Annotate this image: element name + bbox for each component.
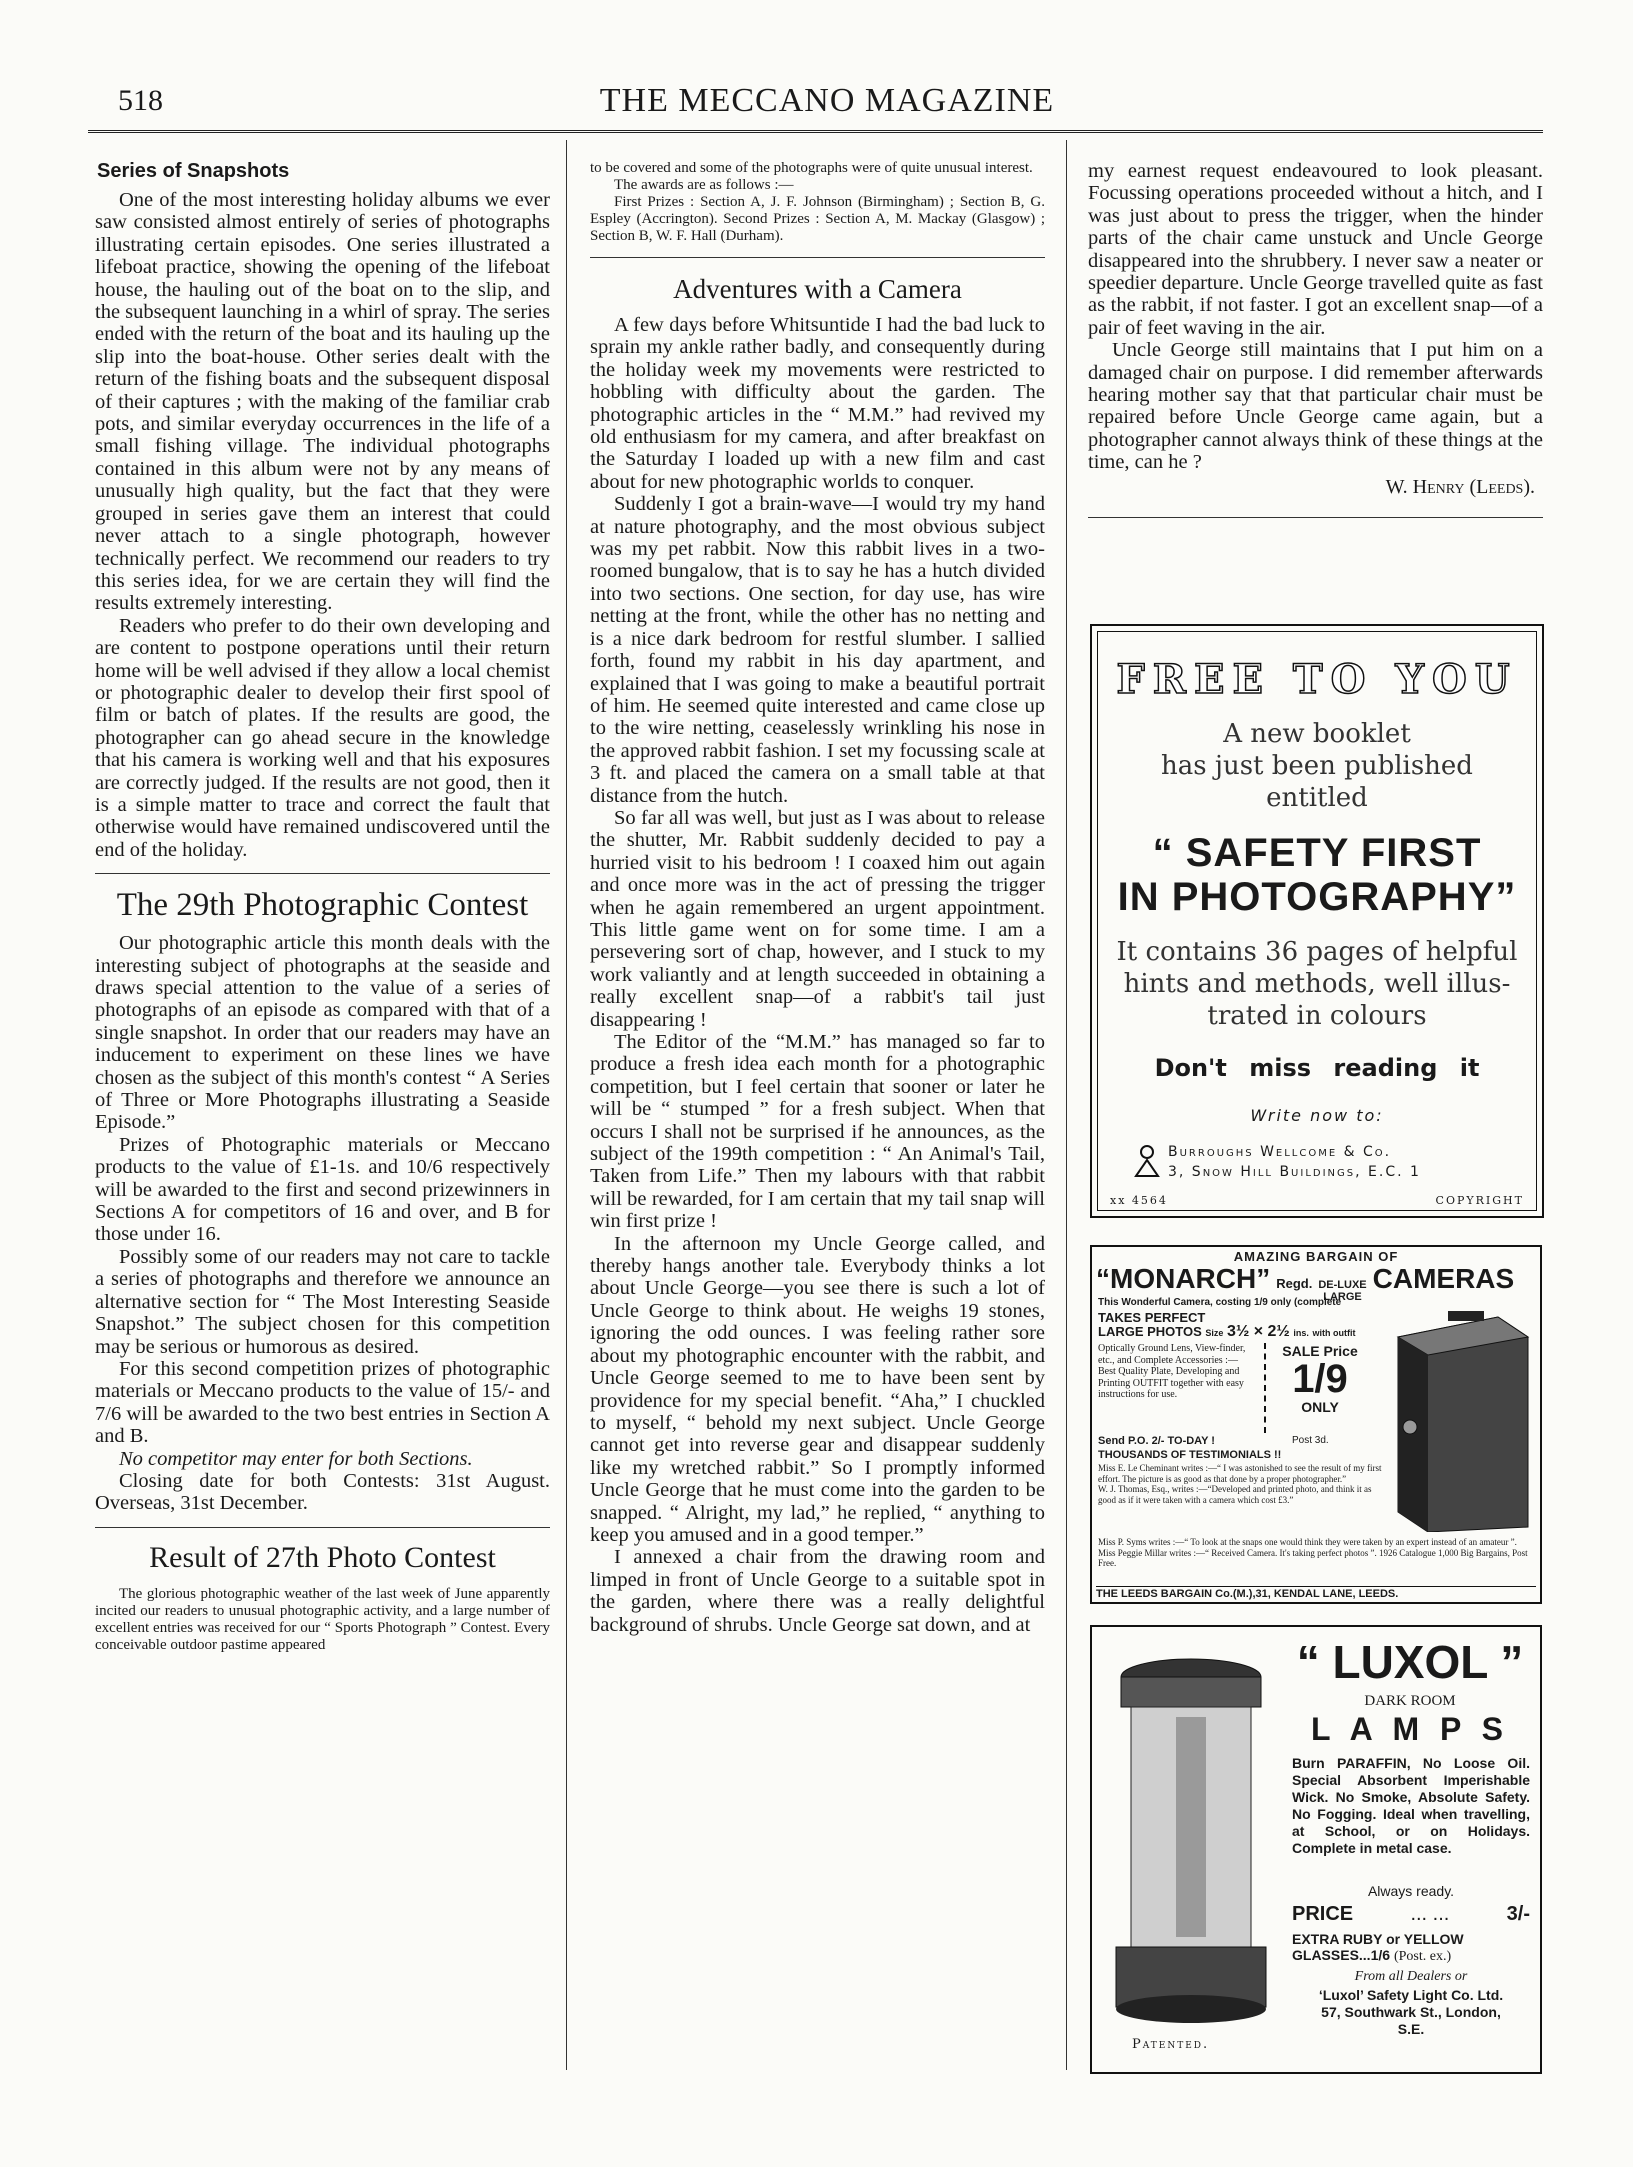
ad-line: has just been published [1161, 751, 1473, 781]
testimonial: Miss P. Syms writes :—“ To look at the snaps one would think they were taken by an expert instead of an amateur ”. [1098, 1537, 1517, 1547]
paragraph: The Editor of the “M.M.” has managed so far to produce a fresh idea each month for a photographic competition, but I feel certain that sooner or later he will be “ stumped ” for a fresh subject. When that occurs I shall not be surprised if he announces, as the subject of the 199th competition : “ An Animal's Tail, Taken from Life.” Then my labours with that rabbit will be rewarded, for I am certain that my tail snap will win first prize ! [590, 1031, 1045, 1233]
monarch-footer: THE LEEDS BARGAIN Co.(M.),31, KENDAL LANE, LEEDS. [1096, 1586, 1536, 1600]
company-logo-icon [1132, 1142, 1162, 1178]
ad-headline: FREE TO YOU [1116, 656, 1518, 703]
post: Post 3d. [1292, 1435, 1329, 1446]
lamp-illustration [1106, 1647, 1276, 2037]
extra: EXTRA RUBY or YELLOW GLASSES...1/6 [1292, 1931, 1464, 1963]
testimonial: W. J. Thomas, Esq., writes :—“Developed and printed photo, and think it as good as if it were taken with a camera which cost £3.” [1098, 1484, 1372, 1505]
header-rule [88, 130, 1543, 133]
paragraph: No competitor may enter for both Sections. [119, 1447, 473, 1470]
result-heading: Result of 27th Photo Contest [149, 1540, 496, 1574]
paragraph: Uncle George still maintains that I put him on a damaged chair on purpose. I did remember afterwards hearing mother say that that particular chair must be repaired before Uncle George came again, but a photographer cannot always think of these things at the time, can he ? [1088, 339, 1543, 474]
dealers: From all Dealers or [1354, 1969, 1468, 1984]
column-divider [566, 140, 567, 2070]
ad-monarch-camera [1090, 1245, 1542, 1604]
takes: TAKES PERFECT [1098, 1310, 1206, 1325]
price-label: PRICE [1292, 1903, 1354, 1925]
price: 1/9 [1292, 1357, 1348, 1401]
sale-price-label: SALE Price [1282, 1343, 1358, 1359]
testimonial: Miss E. Le Cheminant writes :—“ I was astonished to see the result of my first effort. The picture is as good as that done by a proper photographer.” [1098, 1463, 1382, 1484]
paragraph: my earnest request endeavoured to look pleasant. Focussing operations proceeded without a hitch, and I was just about to press the trigger, when the hinder parts of the chair came unstuck and Uncle George disappeared into the shrubbery. I never saw a neater or speedier departure. Uncle George travelled quite as fast as the rabbit, if not faster. I got an excellent snap—of a pair of feet waving in the air. [1088, 160, 1543, 339]
features: Optically Ground Lens, View-finder, etc., and Complete Accessories :— Best Quality Plate, Developing and Printing OUTFIT together with easy instructions for use. [1098, 1343, 1246, 1400]
column-1 [95, 150, 550, 1654]
paragraph: In the afternoon my Uncle George called, and thereby hangs another tale. Everybody thinks a lot about Uncle George—you see there is such a lot of Uncle George to think about. He weighs 19 stones, ignoring the odd ounces. I was feeling rather sore about my photographic encounter with the rabbit, and Uncle George seemed to me to have been sent by providence for my special benefit. “Aha,” I chuckled to myself, “ behold my next subject. Uncle George cannot get into reverse gear and disappear suddenly like my wretched rabbit.” So I promptly informed Uncle George that he must come into the garden to be snapped. “ Alright, my lad,” he replied, “ anything to keep you amused and in a good temper.” [590, 1232, 1045, 1546]
section-rule [95, 1527, 550, 1528]
paragraph: Possibly some of our readers may not care to tackle a series of photographs and therefore we announce an alternative section for “ The Most Interesting Seaside Snapshot.” The subject chosen for this competition may be serious or humorous as desired. [95, 1245, 550, 1358]
maker: ‘Luxol’ Safety Light Co. Ltd. [1318, 1987, 1504, 2003]
section-rule [590, 257, 1045, 258]
testimonials [1098, 1463, 1388, 1505]
write-now: Write now to: [1250, 1106, 1384, 1125]
testimonials-heading: THOUSANDS OF TESTIMONIALS !! [1098, 1449, 1282, 1461]
ad-free-booklet [1090, 624, 1544, 1218]
large-photos-label: LARGE PHOTOS [1098, 1324, 1202, 1339]
paragraph: Suddenly I got a brain-wave—I would try my hand at nature photography, and the most obvious subject was my pet rabbit. Now this rabbit lives in a two-roomed bungalow, that is to say he has a hutch divided into two sections. One section, for day use, has wire netting at the front, while the other has no netting and is a nice dark bedroom for restful slumber. I sallied forth, found my rabbit in his day apartment, and explained that I was going to make a beautiful portrait of him. He seemed quite interested and came close up to the wire netting, ceaselessly wrinkling his nose in the approved rabbit fashion. I set my focussing scale at 3 ft. and placed the camera on a small table at that distance from the hutch. [590, 493, 1045, 807]
luxol-brand: “ LUXOL ” [1296, 1636, 1524, 1688]
ad-line: entitled [1266, 783, 1368, 813]
patented: Patented. [1132, 2037, 1210, 2052]
testimonials-wide [1098, 1537, 1534, 1569]
paragraph: to be covered and some of the photographs were of quite unusual interest. [590, 160, 1033, 176]
address-line: 3, Snow Hill Buildings, E.C. 1 [1168, 1164, 1421, 1180]
price-dots: ... ... [1410, 1903, 1450, 1925]
page-header [112, 78, 1542, 126]
contest-heading: The 29th Photographic Contest [116, 887, 529, 924]
price-box [1264, 1343, 1374, 1433]
lamps: L A M P S [1310, 1711, 1510, 1747]
paragraph: One of the most interesting holiday albums we ever saw consisted almost entirely of series of photographs illustrating certain episodes. One series illustrated a lifeboat practice, showing the opening of the lifeboat house, the hauling out of the boat on to the slip, and the subsequent launching in a whirl of spray. The series ended with the return of the boat and its hauling up the slip into the boat-house. Other series dealt with the return of the fishing boats and the subsequent disposal of their captures ; with the making of the familiar crab pots, and similar everyday occurrences in the life of a small fishing village. The individual photographs contained in this album were not by any means of unusually high quality, but the fact that they were grouped in series gave them an interest that could never attach to a single photograph, however technically perfect. We recommend our readers to try this series idea, for we are certain they will find the results extremely interesting. [95, 189, 550, 615]
size: 3½ × 2½ [1227, 1323, 1290, 1340]
address-line: 57, Southwark St., London, [1321, 2004, 1501, 2020]
section-rule [1088, 517, 1543, 518]
extra-glasses [1292, 1931, 1530, 1965]
copyright: COPYRIGHT [1435, 1194, 1524, 1207]
with-outfit: with outfit [1312, 1328, 1356, 1338]
large: LARGE [1323, 1291, 1362, 1303]
column-divider [1066, 140, 1067, 2070]
column-2 [590, 160, 1045, 1636]
booklet-title-2: IN PHOTOGRAPHY” [1117, 875, 1517, 919]
only: ONLY [1301, 1399, 1339, 1415]
large-photos [1098, 1325, 1398, 1340]
section-rule [95, 873, 550, 874]
company-name: Burroughs Wellcome & Co. [1168, 1144, 1392, 1160]
size-label: Size [1205, 1328, 1224, 1338]
paragraph: First Prizes : Section A, J. F. Johnson (Birmingham) ; Section B, G. Espley (Accrington). Second Prizes : Section A, M. Mackay (Glasgow) ; Section B, W. F. Hall (Durham). [590, 194, 1045, 244]
ad-line: trated in colours [1207, 1001, 1427, 1031]
regd: Regd. [1276, 1276, 1313, 1291]
ad-ref: xx 4564 [1110, 1194, 1168, 1207]
dark-room: DARK ROOM [1364, 1693, 1456, 1709]
price-line [1292, 1903, 1530, 1926]
costing: This Wonderful Camera, costing 1/9 only (complete [1098, 1297, 1342, 1308]
paragraph: Closing date for both Contests: 31st August. Overseas, 31st December. [95, 1469, 550, 1515]
paragraph: Readers who prefer to do their own developing and are content to postpone operations until their return home will be well advised if they allow a local chemist or photographic dealer to develop their first spool of film or batch of plates. If the results are good, the photographer can go ahead secure in the knowledge that his camera is working well and that his exposures are correctly judged. If the results are not good, then it is a simple matter to trace and correct the fault that otherwise would have remained undiscovered until the end of the holiday. [95, 614, 550, 861]
series-heading: Series of Snapshots [97, 160, 290, 182]
signature: W. Henry (Leeds). [1385, 475, 1535, 498]
address-line: S.E. [1397, 2021, 1425, 2037]
cameras: CAMERAS [1372, 1263, 1515, 1294]
takes-perfect [1098, 1311, 1398, 1340]
dont-miss: Don't miss reading it [1154, 1054, 1480, 1082]
paragraph: Our photographic article this month deals with the interesting subject of photographs at the seaside and draws special attention to the value of a series of photographs of an episode as compared with that of a single snapshot. In order that our readers may have an inducement to experiment on these lines we have chosen as the subject of this month's contest “ A Series of Three or More Photographs illustrating a Seaside Episode.” [95, 932, 550, 1134]
paragraph: For this second competition prizes of photographic materials or Meccano products to the value of 15/- and 7/6 will be awarded to the two best entries in Section A and B. [95, 1357, 550, 1448]
magazine-title: THE MECCANO MAGAZINE [599, 82, 1055, 119]
paragraph: So far all was well, but just as I was about to release the shutter, Mr. Rabbit suddenly decided to pay a hurried visit to his bedroom ! I coaxed him out again and once more was in the act of pressing the trigger when he again remembered an urgent appointment. This little game went on for some time. I am a persevering sort of chap, however, and I stuck to my work valiantly and at length succeeded in obtaining a really excellent snap—of a rabbit's tail just disappearing ! [590, 806, 1045, 1031]
price: 3/- [1506, 1903, 1530, 1925]
paragraph: The glorious photographic weather of the last week of June apparently incited our readers to unusual photographic activity, and a large number of excellent entries was received for our “ Sports Photograph ” Contest. Every conceivable outdoor pastime appeared [95, 1585, 550, 1653]
send: Send P.O. 2/- TO-DAY ! [1098, 1435, 1215, 1447]
maker-block [1292, 1987, 1530, 2038]
page-number: 518 [118, 84, 163, 117]
ad-footer [1110, 1194, 1524, 1207]
paragraph: The awards are as follows :— [614, 177, 794, 193]
ad-line: A new booklet [1223, 719, 1411, 749]
size-unit: ins. [1293, 1328, 1309, 1338]
paragraph: A few days before Whitsuntide I had the bad luck to sprain my ankle rather badly, and consequently during the holiday week my movements were restricted to hobbling with difficulty about the garden. The photographic articles in the “ M.M.” had revived my old enthusiasm for my camera, and after breakfast on the Saturday I loaded up with a new film and cast about for new photographic worlds to conquer. [590, 314, 1045, 493]
paragraph: I annexed a chair from the drawing room and limped in front of Uncle George to a suitable spot in the garden, where there was a really delightful background of shrubs. Uncle George sat down, and at [590, 1546, 1045, 1636]
ad-line: hints and methods, well illus- [1123, 969, 1511, 999]
brand: “MONARCH” [1096, 1263, 1271, 1294]
ad-amazing: AMAZING BARGAIN OF [1233, 1249, 1399, 1264]
post-ex: (Post. ex.) [1393, 1949, 1452, 1964]
adventures-heading: Adventures with a Camera [673, 274, 962, 304]
luxol-body: Burn PARAFFIN, No Loose Oil. Special Absorbent Imperishable Wick. No Smoke, Absolute Safety. No Fogging. Ideal when travelling, at School, or on Holidays. Complete in metal case. [1292, 1755, 1530, 1856]
ad-line: It contains 36 pages of helpful [1116, 937, 1518, 967]
company-address [1168, 1142, 1421, 1182]
booklet-title-1: “ SAFETY FIRST [1152, 831, 1482, 875]
deluxe: DE-LUXE [1318, 1279, 1367, 1291]
always-ready: Always ready. [1367, 1883, 1455, 1899]
testimonial: Miss Peggie Millar writes :—“ Received Camera. It's taking perfect photos ”. 1926 Catalogue 1,000 Big Bargains, Post Free. [1098, 1547, 1528, 1568]
column-3 [1088, 160, 1543, 530]
paragraph: Prizes of Photographic materials or Meccano products to the value of £1-1s. and 10/6 respectively will be awarded to the first and second prizewinners in Sections A for competitors of 16 and over, and B for those under 16. [95, 1133, 550, 1246]
ad-luxol-lamps [1090, 1625, 1542, 2074]
box-camera-illustration [1388, 1307, 1534, 1532]
